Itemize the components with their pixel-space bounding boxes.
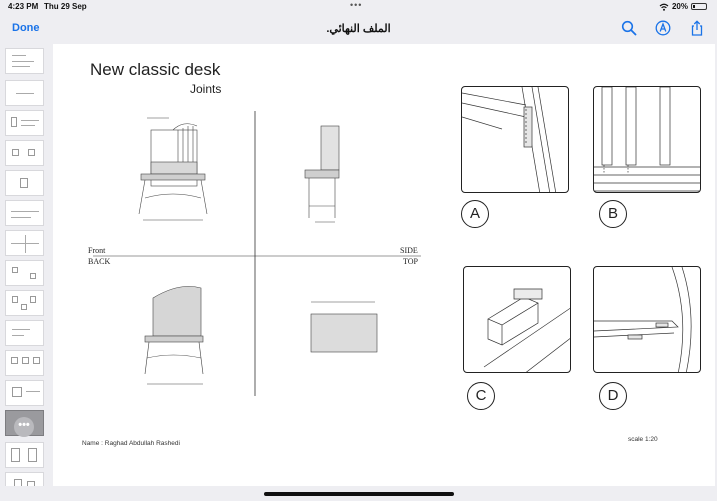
navigation-bar [0, 14, 717, 44]
bottom-bar [0, 486, 717, 501]
joint-b-frame [593, 86, 701, 193]
markup-icon[interactable] [655, 20, 671, 36]
back-label: BACK [88, 257, 111, 266]
joint-a-drawing [462, 87, 569, 193]
page-thumbnail[interactable] [5, 200, 44, 226]
joint-d-frame [593, 266, 701, 373]
sheet-subtitle: Joints [190, 82, 222, 96]
joint-b-drawing [594, 87, 701, 193]
joint-a-label: A [461, 200, 489, 228]
home-indicator[interactable] [264, 492, 454, 496]
front-view-drawing [139, 118, 207, 220]
joint-d-drawing [594, 267, 701, 373]
side-view-drawing [305, 126, 339, 222]
battery-percent: 20% [671, 2, 688, 11]
page-thumbnail[interactable] [5, 320, 44, 346]
page-thumbnail[interactable] [5, 230, 44, 256]
status-bar [0, 0, 717, 14]
joint-b-label: B [599, 200, 627, 228]
wifi-icon [659, 3, 669, 11]
joint-a-frame [461, 86, 569, 193]
more-options-button[interactable]: ••• [14, 417, 34, 437]
page-thumbnail[interactable] [5, 48, 44, 74]
top-view-drawing [311, 302, 377, 352]
document-title: الملف النهائي. [326, 23, 391, 35]
page-thumbnail[interactable] [5, 442, 44, 468]
status-date: Thu 29 Sep [44, 2, 87, 11]
page-thumbnail[interactable] [5, 290, 44, 316]
page-thumbnail[interactable] [5, 140, 44, 166]
joint-c-drawing [464, 267, 571, 373]
document-page [53, 44, 715, 486]
top-label: TOP [403, 257, 418, 266]
done-button[interactable]: Done [12, 22, 40, 34]
front-label: Front [88, 246, 106, 255]
status-time: 4:23 PM [8, 2, 39, 11]
nav-actions [621, 20, 705, 36]
joint-c-frame [463, 266, 571, 373]
orthographic-views-drawing [83, 106, 425, 406]
joint-c-label: C [467, 382, 495, 410]
page-thumbnail[interactable] [5, 260, 44, 286]
joint-d-label: D [599, 382, 627, 410]
page-thumbnail[interactable] [5, 110, 44, 136]
page-thumbnail[interactable] [5, 170, 44, 196]
author-name: Name : Raghad Abdullah Rashedi [82, 440, 180, 447]
search-icon[interactable] [621, 20, 637, 36]
side-label: SIDE [400, 246, 418, 255]
page-thumbnail[interactable] [5, 350, 44, 376]
page-thumbnail[interactable] [5, 380, 44, 406]
multitasking-dots[interactable]: ••• [350, 0, 363, 10]
page-thumbnail[interactable] [5, 80, 44, 106]
status-right [659, 2, 707, 11]
battery-icon [691, 3, 707, 10]
sheet-title: New classic desk [90, 60, 221, 79]
scale-note: scale 1:20 [628, 436, 658, 443]
page-thumbnail-sidebar [0, 44, 50, 501]
back-view-drawing [145, 286, 203, 384]
share-icon[interactable] [689, 20, 705, 36]
